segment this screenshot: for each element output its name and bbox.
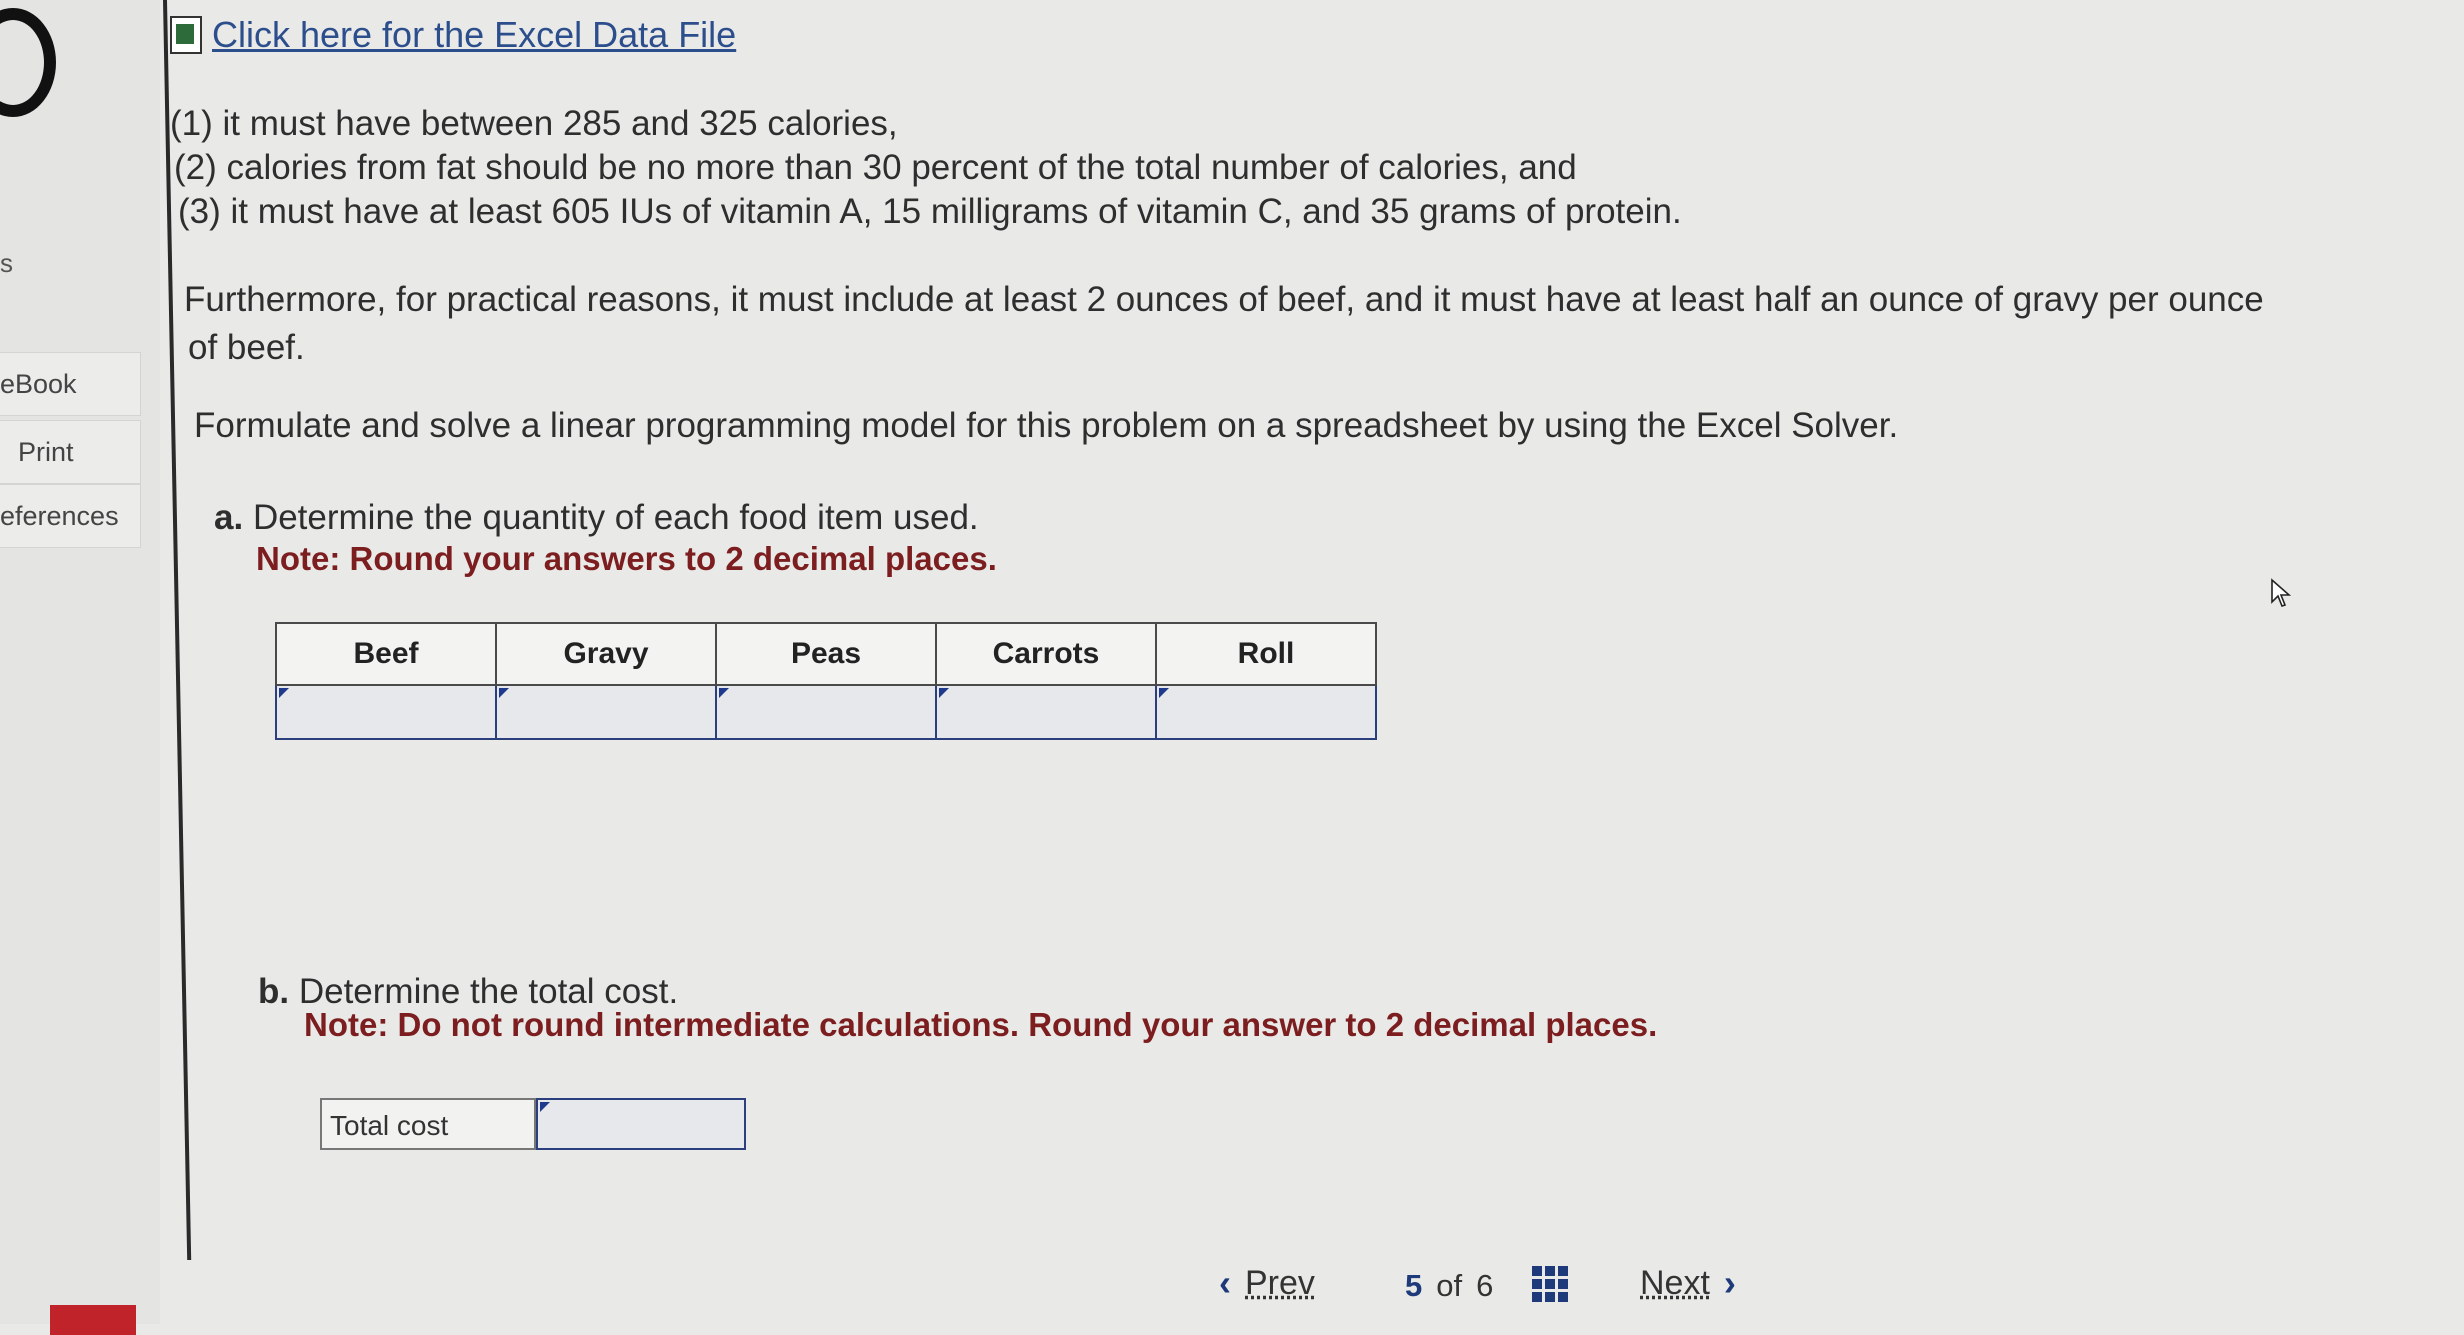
part-b-text: Determine the total cost.	[298, 972, 679, 1011]
prev-button[interactable]	[1205, 1262, 1315, 1304]
total-cost-input[interactable]	[538, 1100, 748, 1150]
next-button[interactable]	[1640, 1262, 1750, 1304]
requirement-2: (2) calories from fat should be no more than 30 percent of the total number of calories, and	[174, 148, 1577, 187]
total-cost-row	[320, 1098, 746, 1150]
carrots-input[interactable]	[938, 687, 1154, 737]
sidebar-tab-label: eferences	[0, 501, 119, 531]
part-b-letter: b.	[258, 972, 290, 1011]
total-cost-label: Total cost	[320, 1098, 536, 1150]
constraint-text-2: of beef.	[188, 328, 305, 367]
excel-link-label: Click here for the Excel Data File	[212, 14, 737, 55]
header-gravy: Gravy	[496, 623, 716, 685]
header-roll: Roll	[1156, 623, 1376, 685]
beef-input[interactable]	[278, 687, 494, 737]
next-label: Next	[1640, 1263, 1710, 1302]
header-carrots: Carrots	[936, 623, 1156, 685]
peas-cell	[716, 685, 936, 739]
constraint-text-1: Furthermore, for practical reasons, it must include at least 2 ounces of beef, and it must have at least half an ounce of gravy per ounce	[184, 280, 2264, 319]
total-pages: 6	[1476, 1268, 1494, 1303]
part-a-letter: a.	[214, 498, 244, 537]
of-label: of	[1436, 1268, 1463, 1303]
roll-cell	[1156, 685, 1376, 739]
excel-file-icon	[170, 16, 202, 54]
question-content	[170, 0, 2464, 1324]
left-sidebar	[0, 0, 160, 1324]
requirement-1: (1) it must have between 285 and 325 calories,	[170, 104, 898, 143]
sidebar-partial-text: s	[0, 248, 13, 278]
sidebar-tab-label: eBook	[0, 369, 77, 399]
table-header-row	[276, 623, 1376, 685]
current-page: 5	[1405, 1268, 1423, 1303]
part-a-prompt	[214, 498, 979, 538]
requirement-3: (3) it must have at least 605 IUs of vitamin A, 15 milligrams of vitamin C, and 35 grams of protein.	[178, 192, 1682, 231]
gravy-input[interactable]	[498, 687, 714, 737]
excel-data-link[interactable]	[170, 14, 736, 56]
roll-input[interactable]	[1158, 687, 1374, 737]
page-indicator	[1405, 1268, 1493, 1304]
chevron-right-icon: ›	[1723, 1262, 1736, 1303]
food-quantity-table	[275, 622, 1377, 740]
sidebar-tab-references[interactable]	[0, 484, 141, 548]
chevron-left-icon: ‹	[1219, 1262, 1231, 1303]
header-beef: Beef	[276, 623, 496, 685]
beef-cell	[276, 685, 496, 739]
prev-label: Prev	[1245, 1263, 1315, 1302]
logo-icon	[0, 8, 56, 117]
header-peas: Peas	[716, 623, 936, 685]
part-b-note: Note: Do not round intermediate calculations. Round your answer to 2 decimal places.	[304, 1006, 1658, 1043]
peas-input[interactable]	[718, 687, 934, 737]
question-grid-icon[interactable]	[1532, 1266, 1568, 1302]
part-a-note: Note: Round your answers to 2 decimal places.	[256, 540, 997, 577]
total-cost-cell	[536, 1098, 746, 1150]
sidebar-tab-ebook[interactable]	[0, 352, 141, 416]
sidebar-tab-label: Print	[18, 437, 74, 467]
gravy-cell	[496, 685, 716, 739]
mouse-cursor-icon	[2270, 578, 2292, 608]
part-a-text: Determine the quantity of each food item used.	[252, 498, 979, 537]
brand-badge	[50, 1305, 136, 1335]
instruction-text: Formulate and solve a linear programming model for this problem on a spreadsheet by using the Excel Solver.	[194, 406, 1899, 445]
sidebar-tab-print[interactable]	[0, 420, 141, 484]
carrots-cell	[936, 685, 1156, 739]
table-input-row	[276, 685, 1376, 739]
